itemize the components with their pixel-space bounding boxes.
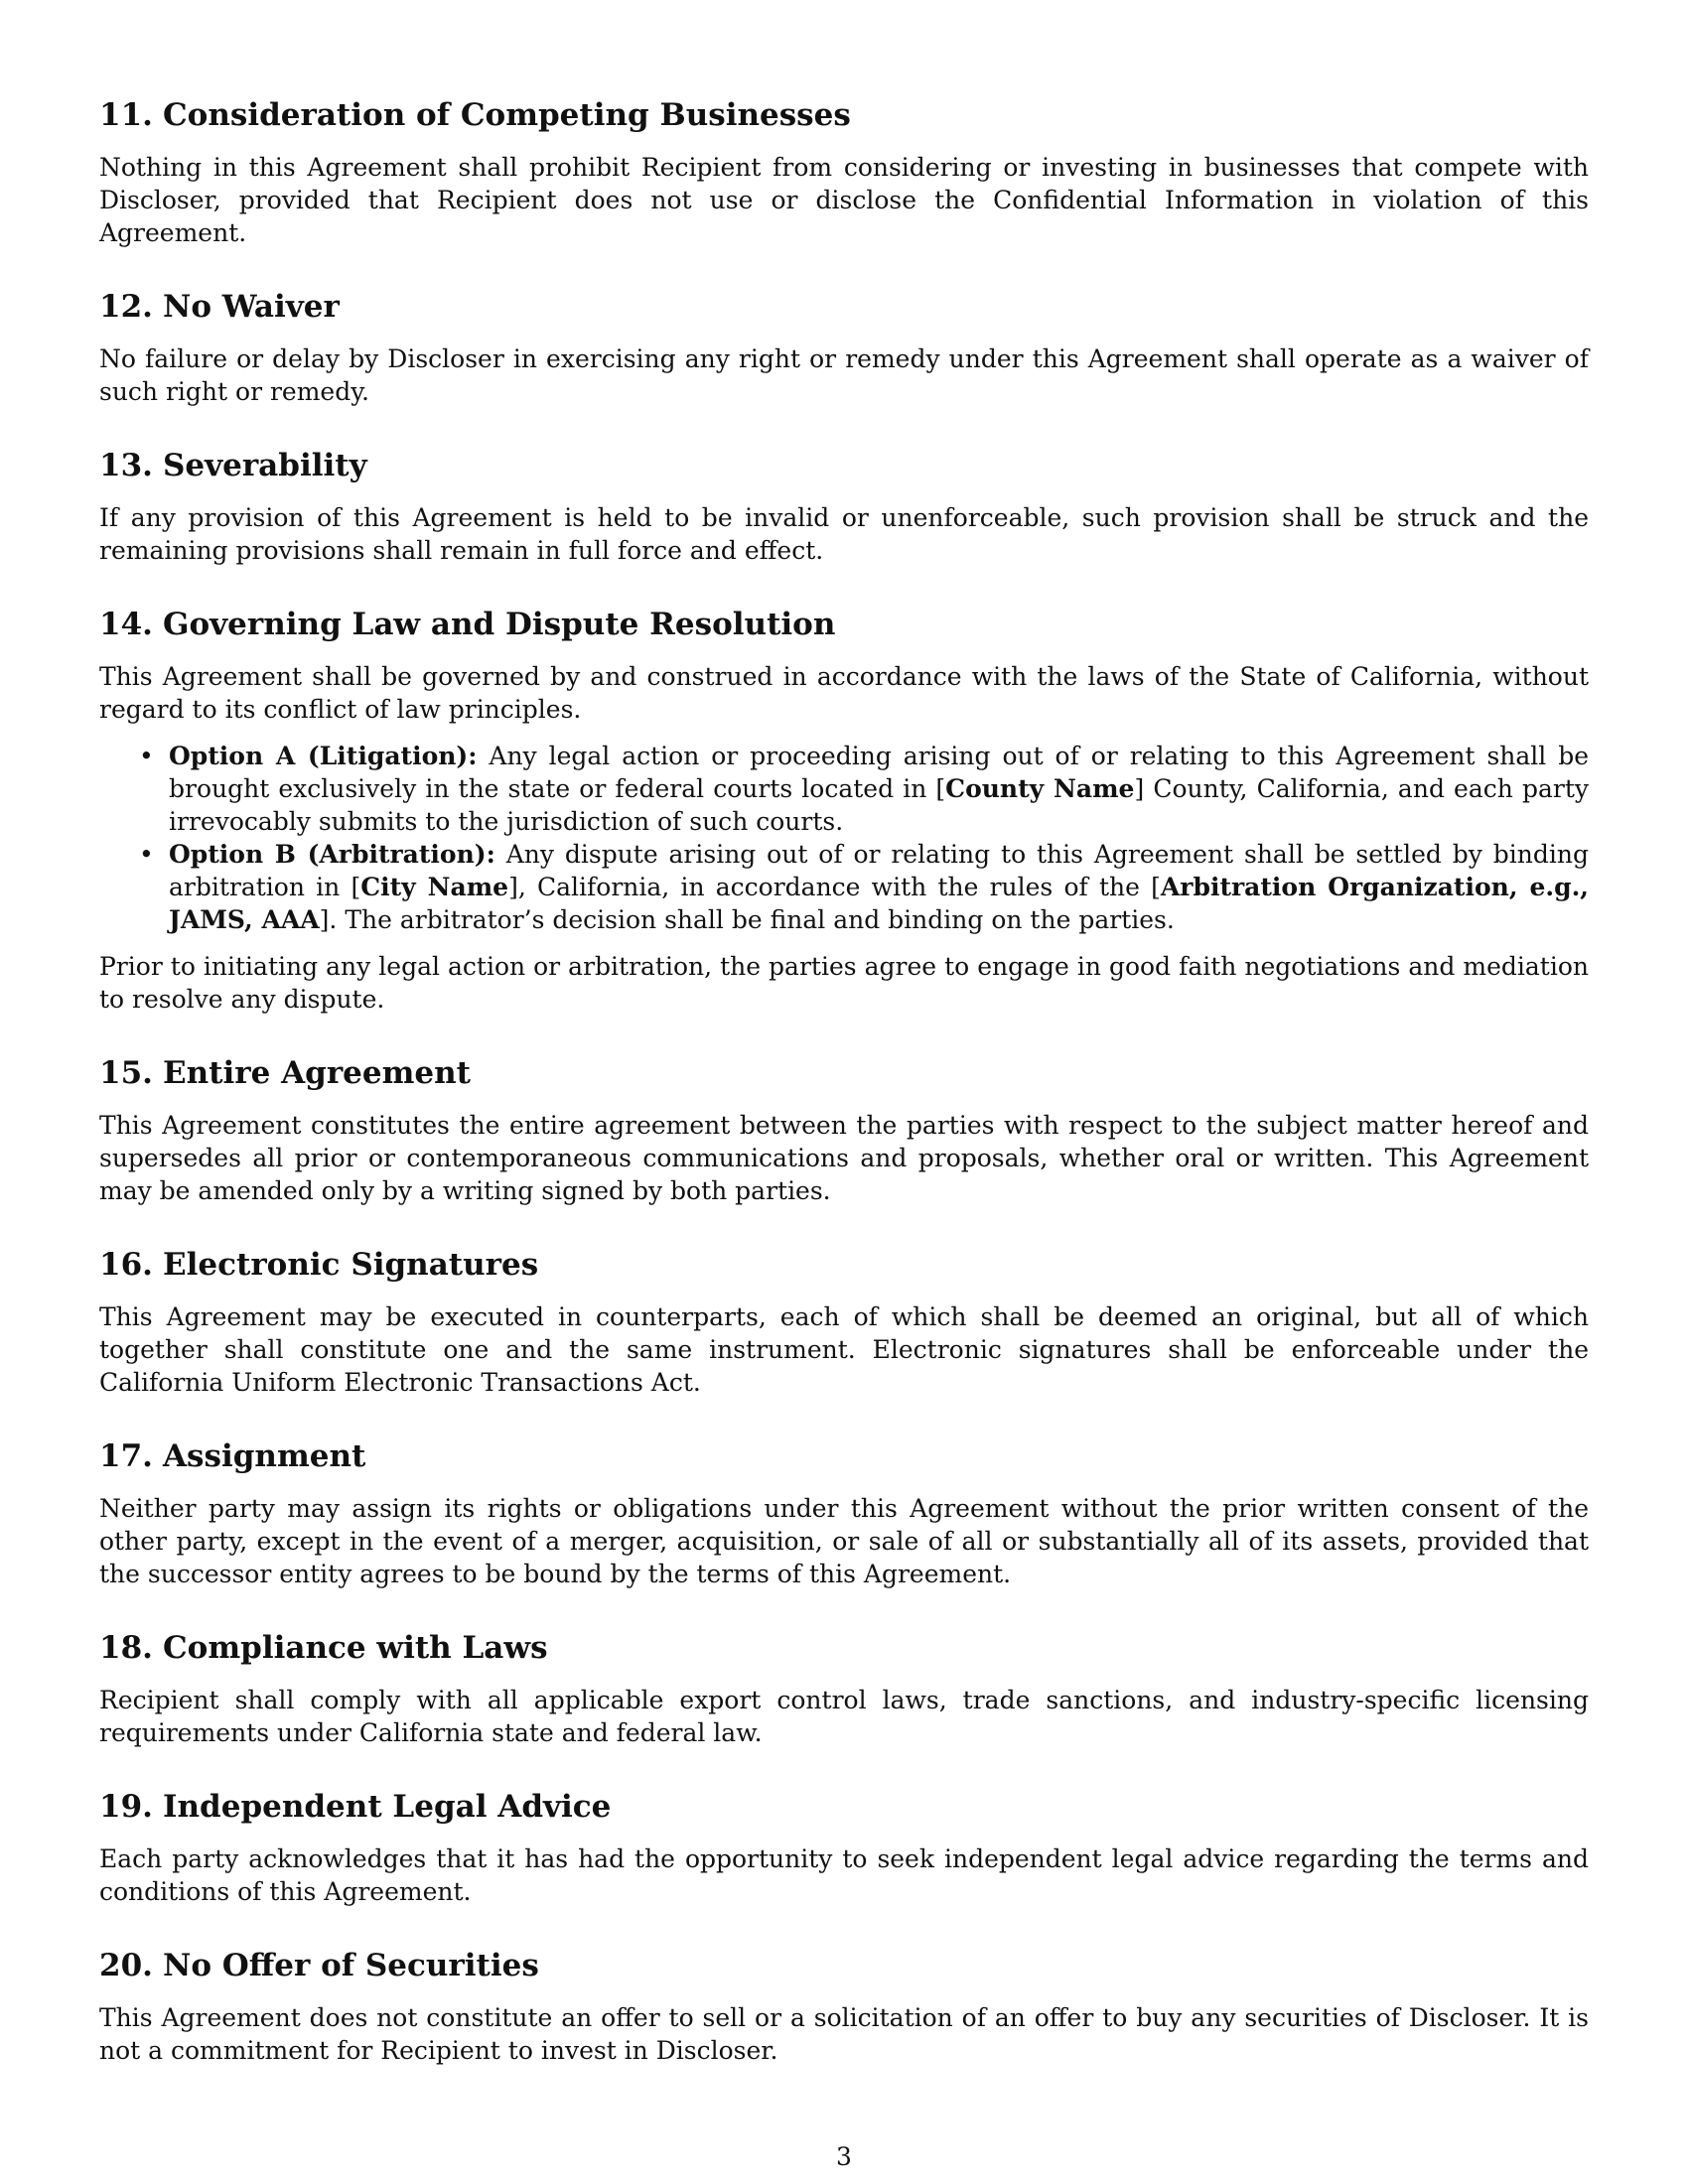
- bullet-icon: •: [139, 840, 154, 869]
- section-body: This Agreement may be executed in counterparts, each of which shall be deemed an original, but all of which together shall constitute one and the same instrument. Electronic signatures shall be enforceable under the California Uniform Electronic Transactions Act.: [99, 1302, 1589, 1397]
- option-label: Option B (Arbitration):: [169, 840, 495, 869]
- section-title: Assignment: [163, 1438, 366, 1474]
- section-body: This Agreement constitutes the entire agreement between the parties with respect to the subject matter hereof and supersedes all prior or contemporaneous communications and proposals, whether oral or written. This Agreement may be amended only by a writing signed by both parties.: [99, 1111, 1589, 1205]
- section-body: Nothing in this Agreement shall prohibit Recipient from considering or investing in businesses that compete with Discloser, provided that Recipient does not use or disclose the Confidential Information in violation of this Agreement.: [99, 153, 1589, 247]
- section-number: 19.: [99, 1789, 153, 1825]
- option-text: ], California, in accordance with the rules of the [: [508, 873, 1161, 901]
- section-title: Consideration of Competing Businesses: [163, 97, 851, 133]
- section-number: 14.: [99, 607, 153, 642]
- section-11: [99, 97, 1589, 249]
- section-18: [99, 1630, 1589, 1749]
- section-14: [99, 607, 1589, 1016]
- section-title: Independent Legal Advice: [163, 1789, 612, 1825]
- section-number: 11.: [99, 97, 153, 133]
- dispute-options-list: [99, 740, 1589, 936]
- section-heading: [99, 607, 1589, 642]
- section-title: Compliance with Laws: [163, 1630, 548, 1666]
- section-body: This Agreement does not constitute an offer to sell or a solicitation of an offer to buy any securities of Discloser. It is not a commitment for Recipient to invest in Discloser.: [99, 2003, 1589, 2065]
- section-15: [99, 1055, 1589, 1207]
- section-number: 13.: [99, 448, 153, 483]
- placeholder-text: County Name: [945, 774, 1135, 803]
- section-heading: [99, 1055, 1589, 1091]
- option-text: ]. The arbitrator’s decision shall be final and binding on the parties.: [319, 905, 1175, 934]
- section-heading: [99, 1630, 1589, 1666]
- page-number: 3: [836, 2142, 852, 2171]
- section-13: [99, 448, 1589, 567]
- document-page: [99, 97, 1589, 2107]
- section-19: [99, 1789, 1589, 1908]
- section-body: No failure or delay by Discloser in exercising any right or remedy under this Agreement shall operate as a waiver of such right or remedy.: [99, 344, 1589, 406]
- placeholder-text: Arbitration Organization, e.g., JAMS, AAA: [169, 873, 1589, 934]
- section-body: Each party acknowledges that it has had the opportunity to seek independent legal advice regarding the terms and conditions of this Agreement.: [99, 1844, 1589, 1906]
- section-heading: [99, 289, 1589, 325]
- section-title: No Offer of Securities: [163, 1948, 539, 1983]
- section-body: Recipient shall comply with all applicable export control laws, trade sanctions, and industry-specific licensing requirements under California state and federal law.: [99, 1686, 1589, 1747]
- section-number: 18.: [99, 1630, 153, 1666]
- placeholder-text: City Name: [360, 873, 509, 901]
- section-12: [99, 289, 1589, 408]
- section-title: Electronic Signatures: [163, 1247, 539, 1283]
- option-label: Option A (Litigation):: [169, 742, 478, 770]
- option-a-item: [99, 740, 1589, 838]
- section-closing: Prior to initiating any legal action or arbitration, the parties agree to engage in good faith negotiations and mediation to resolve any dispute.: [99, 952, 1589, 1014]
- section-number: 15.: [99, 1055, 153, 1091]
- section-title: Severability: [163, 448, 367, 483]
- option-b-item: [99, 838, 1589, 936]
- section-number: 17.: [99, 1438, 153, 1474]
- section-heading: [99, 1948, 1589, 1983]
- bullet-icon: •: [139, 742, 154, 770]
- section-heading: [99, 1438, 1589, 1474]
- section-number: 16.: [99, 1247, 153, 1283]
- option-text: ] County, California, and each party irrevocably submits to the jurisdiction of such courts.: [169, 774, 1589, 836]
- section-heading: [99, 448, 1589, 483]
- section-title: No Waiver: [163, 289, 340, 325]
- section-title: Entire Agreement: [163, 1055, 471, 1091]
- section-body: This Agreement shall be governed by and construed in accordance with the laws of the State of California, without regard to its conflict of law principles.: [99, 662, 1589, 724]
- section-body: If any provision of this Agreement is held to be invalid or unenforceable, such provision shall be struck and the remaining provisions shall remain in full force and effect.: [99, 503, 1589, 565]
- section-body: Neither party may assign its rights or obligations under this Agreement without the prior written consent of the other party, except in the event of a merger, acquisition, or sale of all or substantially all of its assets, provided that the successor entity agrees to be bound by the terms of this Agreement.: [99, 1494, 1589, 1588]
- section-number: 20.: [99, 1948, 153, 1983]
- section-heading: [99, 1247, 1589, 1283]
- section-16: [99, 1247, 1589, 1399]
- section-20: [99, 1948, 1589, 2067]
- option-text: Any legal action or proceeding arising out of or relating to this Agreement shall be brought exclusively in the state or federal courts located in [: [169, 742, 1589, 803]
- section-title: Governing Law and Dispute Resolution: [163, 607, 836, 642]
- option-text: Any dispute arising out of or relating to this Agreement shall be settled by binding arbitration in [: [169, 840, 1589, 901]
- section-heading: [99, 97, 1589, 133]
- section-heading: [99, 1789, 1589, 1825]
- section-number: 12.: [99, 289, 153, 325]
- section-17: [99, 1438, 1589, 1590]
